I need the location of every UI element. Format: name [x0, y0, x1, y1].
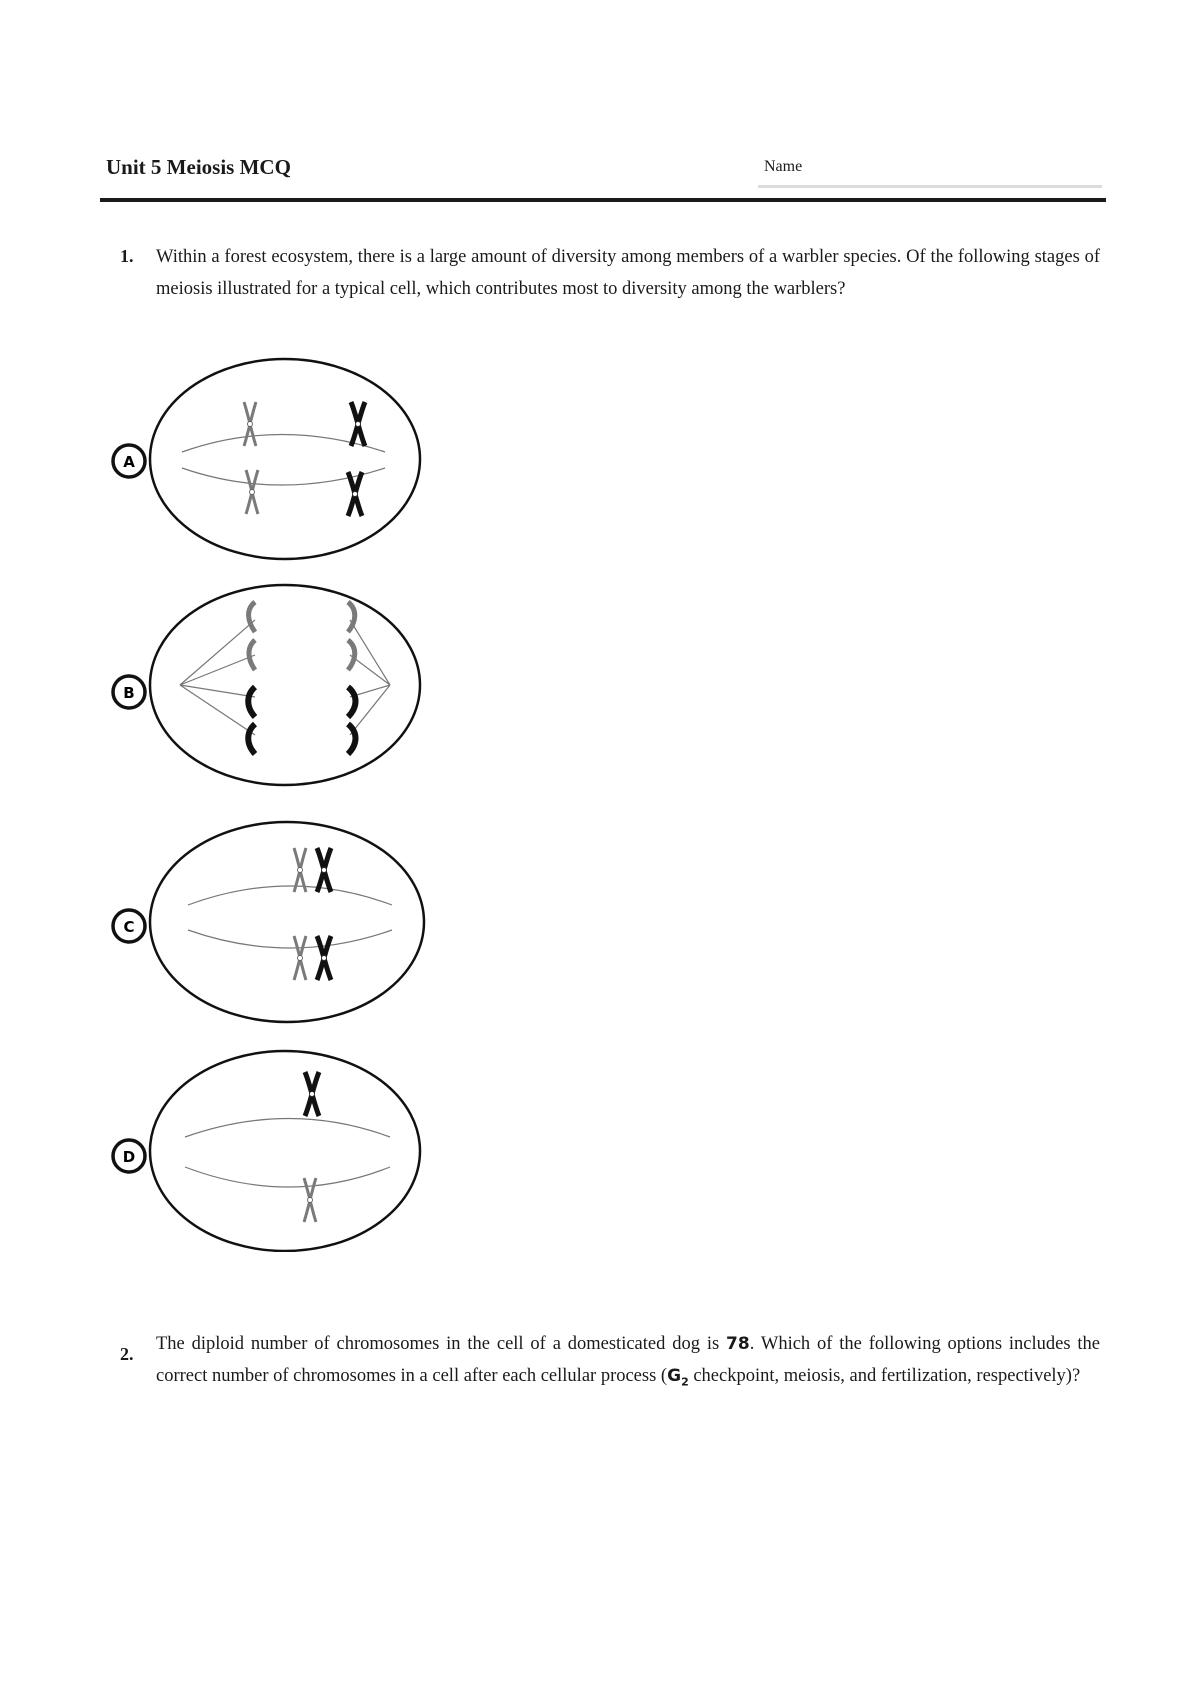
header-rule: [100, 198, 1106, 202]
stage-b-cell[interactable]: [113, 585, 420, 785]
option-b-label: B: [123, 684, 135, 702]
meiosis-stages-figure: [100, 352, 460, 1252]
g2-phase-label: $G_2$: [667, 1366, 689, 1389]
option-c-label: C: [123, 918, 135, 936]
name-label: Name: [764, 158, 803, 175]
question-2-text-end: checkpoint, meiosis, and fertilization, respectively)?: [688, 1366, 1081, 1386]
question-2-text-start: The diploid number of chromosomes in the cell of a domesticated dog is: [156, 1334, 727, 1354]
page-title: Unit 5 Meiosis MCQ: [106, 155, 291, 179]
stage-d-cell[interactable]: [113, 1051, 420, 1251]
name-input-line[interactable]: [758, 185, 1102, 188]
question-2-number: 2.: [120, 1344, 134, 1364]
question-2-text: [156, 1328, 1100, 1398]
option-d-label: D: [122, 1148, 136, 1166]
question-2-text-middle: . Which of the following options includes the correct number of chromosomes in a cell after each cellular process (: [156, 1334, 1100, 1386]
question-1-text: Within a forest ecosystem, there is a large amount of diversity among members of a warbler species. Of the following stages of meiosis illustrated for a typical cell, which contributes most to diversity among the warblers?: [156, 247, 1100, 299]
stage-c-cell[interactable]: [113, 822, 424, 1022]
option-a-label: A: [123, 453, 135, 471]
question-1-number: 1.: [120, 246, 134, 266]
diploid-number: 78: [726, 1334, 750, 1354]
stage-a-cell[interactable]: [113, 359, 420, 559]
